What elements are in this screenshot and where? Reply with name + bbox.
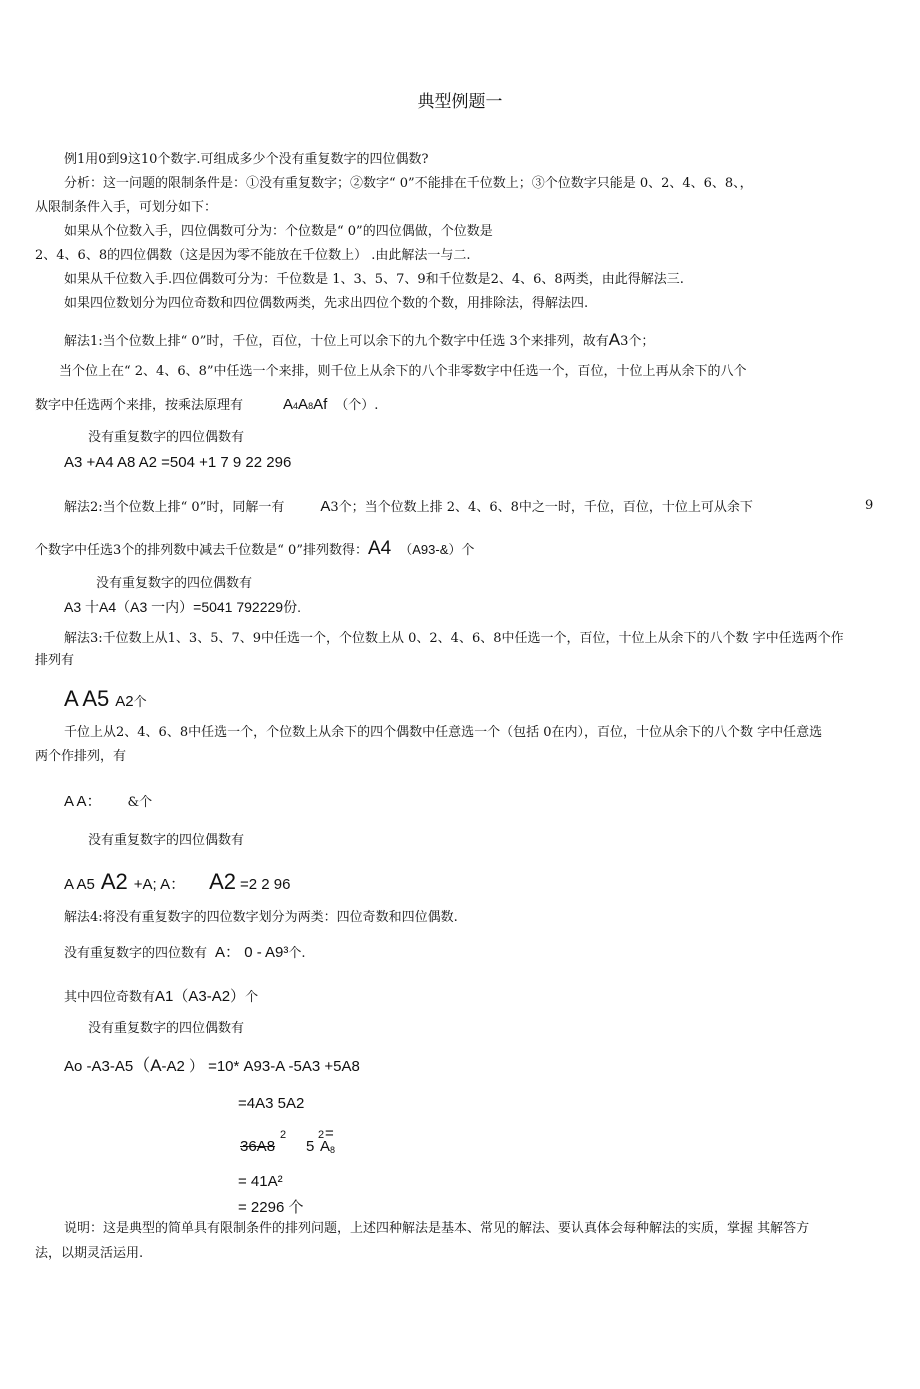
text-run: 个 bbox=[133, 695, 147, 710]
text-run: 数字中任选两个来排，按乘法原理有 bbox=[35, 398, 244, 413]
formula-symbol: A bbox=[320, 1138, 331, 1155]
formula-superscript: 2 bbox=[318, 1129, 325, 1141]
formula-step bbox=[240, 1138, 275, 1156]
formula-expression: =2 2 96 bbox=[240, 876, 291, 893]
summary-label: 没有重复数字的四位偶数有 bbox=[88, 833, 245, 848]
conclusion-note: 法，以期灵活运用. bbox=[35, 1246, 144, 1261]
formula-line: A3 十A4（A3 一内）=5041 792229份. bbox=[64, 599, 301, 615]
page-title: 典型例题一 bbox=[417, 92, 503, 112]
analysis-line: 分析：这一问题的限制条件是：①没有重复数字；②数字“ 0”不能排在千位数上；③个位数字只能是 0、2、4、6、8、， bbox=[64, 176, 753, 191]
example-question: 例1用0到9这10个数字.可组成多少个没有重复数字的四位偶数? bbox=[64, 152, 429, 167]
formula-expression: A93-& bbox=[412, 542, 449, 557]
formula-step: =4A3 5A2 bbox=[238, 1095, 305, 1112]
formula-symbol: A bbox=[150, 1056, 162, 1075]
analysis-line: 如果从千位数入手.四位偶数可分为：千位数是 1、3、5、7、9和千位数是2、4、6、8两类，由此得解法三. bbox=[64, 272, 684, 287]
formula-expression: A1（A3-A2） bbox=[155, 988, 246, 1005]
text-run: 其中四位奇数有 bbox=[64, 990, 156, 1005]
solution-1-line bbox=[64, 330, 654, 350]
solution-4-line bbox=[64, 988, 258, 1006]
formula-line: A3 +A4 A8 A2 =504 +1 7 9 22 296 bbox=[64, 454, 292, 471]
formula-symbol: A A5 bbox=[64, 876, 95, 893]
solution-2-digit: 9 bbox=[865, 498, 874, 513]
analysis-line: 如果从个位数入手，四位偶数可分为：个位数是“ 0”的四位偶做，个位数是 bbox=[64, 224, 493, 239]
solution-3-line: 解法3:千位数上从1、3、5、7、9中任选一个，个位数上从 0、2、4、6、8中任选一个，百位，十位上从余下的八个数 字中任选两个作 bbox=[64, 631, 844, 646]
formula-step: = bbox=[325, 1125, 334, 1142]
formula-symbol: A4 bbox=[367, 538, 392, 559]
analysis-line: 如果四位数划分为四位奇数和四位偶数两类，先求出四位个数的个数，用排除法，得解法四. bbox=[64, 296, 589, 311]
formula-symbol: A bbox=[298, 396, 309, 413]
formula-symbol: A2 bbox=[100, 869, 128, 894]
text-run: 个. bbox=[288, 946, 306, 961]
formula-expression: A： 0 - A9³ bbox=[215, 944, 289, 961]
formula-index: 8 bbox=[330, 1145, 336, 1155]
formula-symbol: A A： bbox=[64, 793, 102, 810]
formula-expression: +A; A： bbox=[133, 876, 186, 893]
solution-2-line bbox=[64, 498, 753, 516]
formula-result: = 2296 个 bbox=[238, 1199, 304, 1216]
formula-symbol: A A5 bbox=[64, 686, 110, 711]
text-run: 个 bbox=[245, 990, 259, 1005]
formula-expression: =10* A93-A -5A3 +5A8 bbox=[208, 1058, 360, 1075]
formula-symbol: A2 bbox=[115, 693, 134, 710]
text-run: 个数字中任选3个的排列数中减去千位数是“ 0”排列数得： bbox=[35, 543, 368, 558]
text-run: 3个；当个位数上排 2、4、6、8中之一时，千位，百位，十位上可从余下 bbox=[330, 500, 753, 515]
solution-3-line: 两个作排列，有 bbox=[35, 749, 127, 764]
formula-line bbox=[64, 1056, 360, 1076]
formula-step: = 41A² bbox=[238, 1173, 283, 1190]
text-run: ）个 bbox=[448, 543, 475, 558]
text-run: &个 bbox=[127, 795, 153, 810]
summary-label: 没有重复数字的四位偶数有 bbox=[96, 576, 253, 591]
solution-4-line bbox=[64, 944, 306, 962]
solution-2-line bbox=[35, 538, 474, 561]
text-run: 没有重复数字的四位数有 bbox=[64, 946, 208, 961]
summary-label: 没有重复数字的四位偶数有 bbox=[88, 1021, 245, 1036]
text-run: 3个； bbox=[620, 334, 655, 349]
formula-line bbox=[64, 869, 290, 895]
formula-line bbox=[64, 793, 152, 811]
formula-symbol: （ bbox=[133, 1056, 151, 1075]
solution-1-line: 当个位上在“ 2、4、6、8”中任选一个来排，则千位上从余下的八个非零数字中任选一个，百位，十位上再从余下的八个 bbox=[59, 364, 747, 379]
formula-symbol: Af bbox=[313, 396, 328, 413]
formula-step: 5 bbox=[306, 1138, 315, 1155]
formula-symbol: A2 bbox=[209, 869, 236, 894]
formula-line bbox=[64, 686, 147, 712]
analysis-line: 从限制条件入手，可划分如下： bbox=[35, 200, 218, 215]
formula-index: 8 bbox=[308, 401, 314, 411]
formula-symbol: A bbox=[283, 396, 294, 413]
text-run: （ bbox=[399, 543, 413, 558]
summary-label: 没有重复数字的四位偶数有 bbox=[88, 430, 245, 445]
analysis-line: 2、4、6、8的四位偶数（这是因为零不能放在千位数上） .由此解法一与二. bbox=[35, 248, 471, 263]
conclusion-note: 说明：这是典型的简单具有限制条件的排列问题，上述四种解法是基本、常见的解法、要认真体会每种解法的实质，掌握 其解答方 bbox=[64, 1221, 810, 1236]
formula-symbol: A bbox=[608, 330, 621, 349]
formula-symbol: A bbox=[320, 498, 331, 515]
solution-4-line: 解法4:将没有重复数字的四位数字划分为两类：四位奇数和四位偶数. bbox=[64, 910, 458, 925]
solution-1-line bbox=[35, 396, 378, 414]
solution-3-line: 千位上从2、4、6、8中任选一个，个位数上从余下的四个偶数中任意选一个（包括 0在内），百位，十位从余下的八个数 字中任意选 bbox=[64, 725, 823, 740]
text-run: （个）. bbox=[335, 398, 379, 413]
formula-expression: 36A8 bbox=[240, 1138, 276, 1155]
text-run: 解法1:当个位数上排“ 0”时，千位，百位，十位上可以余下的九个数字中任选 3个来排列，故有 bbox=[64, 334, 609, 349]
formula-expression: -A2 ） bbox=[161, 1058, 205, 1075]
text-run: 解法2:当个位数上排“ 0”时，同解一有 bbox=[64, 500, 285, 515]
formula-expression: Ao -A3-A5 bbox=[64, 1058, 134, 1075]
formula-superscript: 2 bbox=[280, 1129, 287, 1141]
solution-3-line: 排列有 bbox=[35, 653, 75, 668]
formula-index: 4 bbox=[293, 401, 299, 411]
